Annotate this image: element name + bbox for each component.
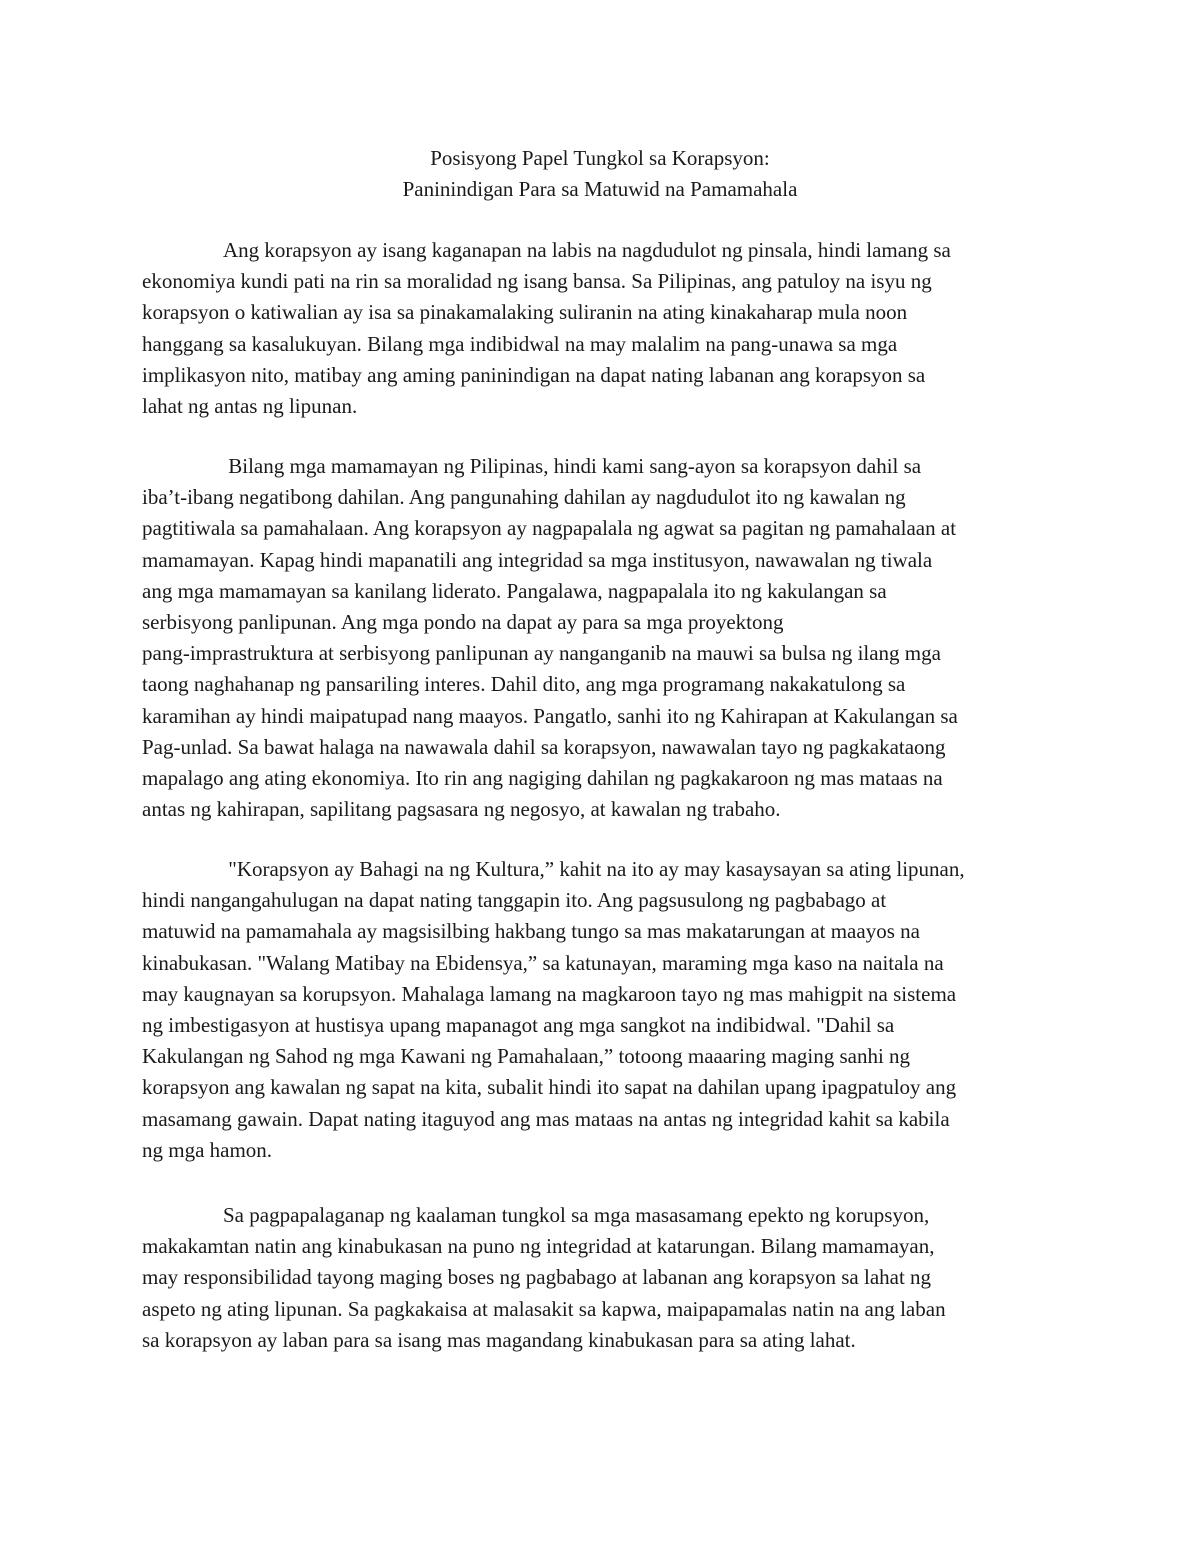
paragraph-line: lahat ng antas ng lipunan. bbox=[142, 394, 358, 419]
paragraph-line: sa korapsyon ay laban para sa isang mas magandang kinabukasan para sa ating lahat. bbox=[142, 1327, 856, 1352]
paragraph-line: aspeto ng ating lipunan. Sa pagkakaisa at malasakit sa kapwa, maipapamalas natin na ang laban bbox=[142, 1296, 946, 1321]
paragraph-line: serbisyong panlipunan. Ang mga pondo na dapat ay para sa mga proyektong bbox=[142, 610, 784, 635]
paragraph-line: makakamtan natin ang kinabukasan na puno ng integridad at katarungan. Bilang mamamayan, bbox=[142, 1234, 935, 1259]
paragraph-line: Ang korapsyon ay isang kaganapan na labis na nagdudulot ng pinsala, hindi lamang sa bbox=[223, 238, 951, 262]
paragraph-line: Sa pagpapalaganap ng kaalaman tungkol sa mga masasamang epekto ng korupsyon, bbox=[223, 1203, 930, 1227]
paragraph-line: iba’t-ibang negatibong dahilan. Ang pangunahing dahilan ay nagdudulot ito ng kawalan ng bbox=[142, 485, 906, 510]
paragraph-1 bbox=[142, 235, 1054, 422]
paragraph-line: Kakulangan ng Sahod ng mga Kawani ng Pamahalaan,” totoong maaaring maging sanhi ng bbox=[142, 1044, 911, 1069]
paragraph-line: mapalago ang ating ekonomiya. Ito rin ang nagiging dahilan ng pagkakaroon ng mas mataas na bbox=[142, 766, 943, 791]
paragraph-line: hanggang sa kasalukuyan. Bilang mga indibidwal na may malalim na pang-unawa sa mga bbox=[142, 331, 898, 356]
document-title bbox=[0, 143, 1200, 205]
paragraph-line: pagtitiwala sa pamahalaan. Ang korapsyon ay nagpapalala ng agwat sa pagitan ng pamahalaan at bbox=[142, 516, 957, 541]
paragraph-line: Pag-unlad. Sa bawat halaga na nawawala dahil sa korapsyon, nawawalan tayo ng pagkakataong bbox=[142, 734, 946, 759]
paragraph-line: mamamayan. Kapag hindi mapanatili ang integridad sa mga institusyon, nawawalan ng tiwala bbox=[142, 547, 933, 572]
paragraph-line: Bilang mga mamamayan ng Pilipinas, hindi kami sang-ayon sa korapsyon dahil sa bbox=[223, 454, 922, 478]
paragraph-line: masamang gawain. Dapat nating itaguyod ang mas mataas na antas ng integridad kahit sa kabila bbox=[142, 1106, 950, 1131]
paragraph-line: hindi nangangahulugan na dapat nating tanggapin ito. Ang pagsusulong ng pagbabago at bbox=[142, 888, 887, 913]
paragraph-3 bbox=[142, 854, 1054, 1166]
paragraph-line: ng mga hamon. bbox=[142, 1137, 273, 1162]
paragraph-line: korapsyon ang kawalan ng sapat na kita, subalit hindi ito sapat na dahilan upang ipagpatuloy ang bbox=[142, 1075, 957, 1100]
paragraph-line: ang mga mamamayan sa kanilang liderato. Pangalawa, nagpapalala ito ng kakulangan sa bbox=[142, 578, 887, 603]
paragraph-line: kinabukasan. "Walang Matibay na Ebidensya,” sa katunayan, maraming mga kaso na naitala na bbox=[142, 950, 944, 975]
paragraph-line: korapsyon o katiwalian ay isa sa pinakamalaking suliranin na ating kinakaharap mula noon bbox=[142, 300, 908, 325]
paragraph-2 bbox=[142, 451, 1054, 825]
paragraph-line: karamihan ay hindi maipatupad nang maayos. Pangatlo, sanhi ito ng Kahirapan at Kakulangan sa bbox=[142, 703, 958, 728]
title-line-1: Posisyong Papel Tungkol sa Korapsyon: bbox=[430, 146, 770, 170]
paragraph-line: pang-imprastruktura at serbisyong panlipunan ay nanganganib na mauwi sa bulsa ng ilang mga bbox=[142, 641, 941, 666]
paragraph-4 bbox=[142, 1200, 1054, 1356]
paragraph-line: matuwid na pamamahala ay magsisilbing hakbang tungo sa mas makatarungan at maayos na bbox=[142, 919, 920, 944]
paragraph-line: may kaugnayan sa korupsyon. Mahalaga lamang na magkaroon tayo ng mas mahigpit na sistema bbox=[142, 981, 957, 1006]
title-line-2: Paninindigan Para sa Matuwid na Pamamahala bbox=[402, 177, 798, 201]
paragraph-line: ng imbestigasyon at hustisya upang mapanagot ang mga sangkot na indibidwal. "Dahil sa bbox=[142, 1013, 895, 1038]
paragraph-line: antas ng kahirapan, sapilitang pagsasara ng negosyo, at kawalan ng trabaho. bbox=[142, 797, 781, 822]
paragraph-line: taong naghahanap ng pansariling interes. Dahil dito, ang mga programang nakakatulong sa bbox=[142, 672, 906, 697]
paragraph-line: may responsibilidad tayong maging boses ng pagbabago at labanan ang korapsyon sa lahat ng bbox=[142, 1265, 932, 1290]
paragraph-line: implikasyon nito, matibay ang aming paninindigan na dapat nating labanan ang korapsyon sa bbox=[142, 362, 926, 387]
paragraph-line: "Korapsyon ay Bahagi na ng Kultura,” kahit na ito ay may kasaysayan sa ating lipunan, bbox=[223, 857, 965, 881]
paragraph-line: ekonomiya kundi pati na rin sa moralidad ng isang bansa. Sa Pilipinas, ang patuloy na isyu ng bbox=[142, 269, 932, 294]
